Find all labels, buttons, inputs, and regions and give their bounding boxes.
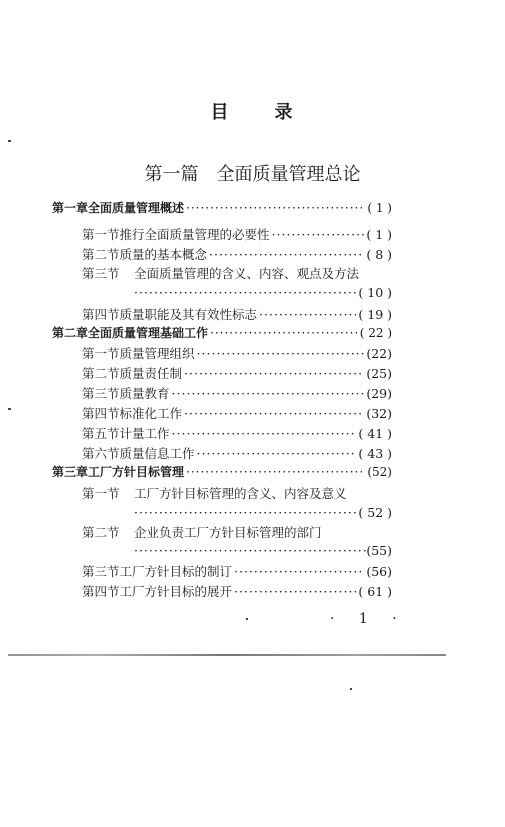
section-title: 质量教育 xyxy=(119,386,170,401)
page-ref: ( 43 ) xyxy=(358,446,392,461)
page-ref: ( 1 ) xyxy=(366,227,392,242)
section-number: 第一节 xyxy=(82,486,120,501)
page-title xyxy=(0,98,505,124)
toc-section xyxy=(82,384,392,404)
toc-section xyxy=(82,264,392,284)
section-title: 计量工作 xyxy=(119,426,170,441)
section-title: 质量职能及其有效性标志 xyxy=(119,307,258,322)
toc-chapter-1 xyxy=(52,199,392,219)
scan-edge-line xyxy=(8,654,446,656)
scan-speck xyxy=(246,618,248,620)
chapter-number: 第一章 xyxy=(52,201,89,215)
leader-dots xyxy=(197,346,365,361)
chapter-title: 全面质量管理概述 xyxy=(88,201,185,215)
leader-dots xyxy=(134,285,358,300)
page-ref: ( 52 ) xyxy=(358,505,392,520)
leader-dots xyxy=(134,505,358,520)
toc-section xyxy=(82,582,392,602)
toc-section xyxy=(82,523,392,543)
section-title: 全面质量管理的含义、内容、观点及方法 xyxy=(134,266,360,281)
toc-continuation xyxy=(134,505,392,523)
page-ref: ( 22 ) xyxy=(359,326,392,340)
section-number: 第四节 xyxy=(82,406,120,421)
leader-dots xyxy=(209,247,364,262)
leader-dots xyxy=(184,406,364,421)
section-title: 工厂方针目标管理的含义、内容及意义 xyxy=(134,486,347,501)
leader-dots xyxy=(134,543,366,558)
section-number: 第三节 xyxy=(82,266,120,281)
section-number: 第五节 xyxy=(82,426,120,441)
section-title: 质量的基本概念 xyxy=(119,247,208,262)
page-ref: (52) xyxy=(367,465,392,479)
section-number: 第一节 xyxy=(82,227,120,242)
leader-dots xyxy=(197,446,357,461)
chapter-title: 全面质量管理基础工作 xyxy=(88,326,209,340)
section-number: 第六节 xyxy=(82,446,120,461)
part-heading: 第一篇 全面质量管理总论 xyxy=(144,164,361,185)
page-ref: ( 61 ) xyxy=(358,584,392,599)
leader-dots xyxy=(210,326,358,340)
chapter-number: 第二章 xyxy=(52,326,89,340)
section-number: 第一节 xyxy=(82,346,120,361)
section-number: 第四节 xyxy=(82,307,120,322)
toc-chapter-3 xyxy=(52,463,392,483)
section-title: 质量责任制 xyxy=(119,366,183,381)
leader-dots xyxy=(172,386,365,401)
leader-dots xyxy=(272,227,365,242)
toc-section xyxy=(82,364,392,384)
section-title: 企业负责工厂方针目标管理的部门 xyxy=(134,525,322,540)
scan-speck xyxy=(8,408,11,410)
section-title: 工厂方针目标的制订 xyxy=(119,564,233,579)
page-ref: ( 10 ) xyxy=(358,285,392,300)
toc-chapter-2 xyxy=(52,324,392,344)
leader-dots xyxy=(186,201,365,215)
toc-section xyxy=(82,444,392,464)
section-title: 推行全面质量管理的必要性 xyxy=(119,227,270,242)
section-title: 质量管理组织 xyxy=(119,346,195,361)
section-number: 第四节 xyxy=(82,584,120,599)
section-number: 第二节 xyxy=(82,366,120,381)
page-ref: (56) xyxy=(366,564,392,579)
page-ref: (22) xyxy=(366,346,392,361)
leader-dots xyxy=(234,564,364,579)
scan-speck xyxy=(350,688,352,690)
leader-dots xyxy=(172,426,357,441)
leader-dots xyxy=(234,584,356,599)
page-ref: (55) xyxy=(366,543,392,558)
toc-section xyxy=(82,245,392,265)
section-title: 工厂方针目标的展开 xyxy=(119,584,233,599)
toc-section xyxy=(82,484,392,504)
page-ref: (32) xyxy=(366,406,392,421)
page-ref: (25) xyxy=(366,366,392,381)
page-ref: ( 19 ) xyxy=(358,307,392,322)
toc-section xyxy=(82,562,392,582)
chapter-title: 工厂方针目标管理 xyxy=(88,465,185,479)
toc-section xyxy=(82,424,392,444)
page-ref: ( 8 ) xyxy=(366,247,392,262)
title-char-1: 目 xyxy=(210,102,231,123)
toc-section xyxy=(82,305,392,325)
scan-speck xyxy=(8,140,11,142)
toc-continuation xyxy=(134,543,392,561)
page-ref: ( 41 ) xyxy=(358,426,392,441)
toc-continuation xyxy=(134,285,392,303)
leader-dots xyxy=(184,366,364,381)
section-number: 第三节 xyxy=(82,386,120,401)
page-ref: (29) xyxy=(366,386,392,401)
section-number: 第三节 xyxy=(82,564,120,579)
title-char-2: 录 xyxy=(274,102,295,123)
page-ref: ( 1 ) xyxy=(367,201,392,215)
toc-section xyxy=(82,404,392,424)
leader-dots xyxy=(259,307,356,322)
page-number: · 1 · xyxy=(330,611,407,627)
section-title: 质量信息工作 xyxy=(119,446,195,461)
leader-dots xyxy=(186,465,365,479)
section-title: 标准化工作 xyxy=(119,406,183,421)
chapter-number: 第三章 xyxy=(52,465,89,479)
section-number: 第二节 xyxy=(82,525,120,540)
toc-section xyxy=(82,344,392,364)
section-number: 第二节 xyxy=(82,247,120,262)
toc-section xyxy=(82,225,392,245)
